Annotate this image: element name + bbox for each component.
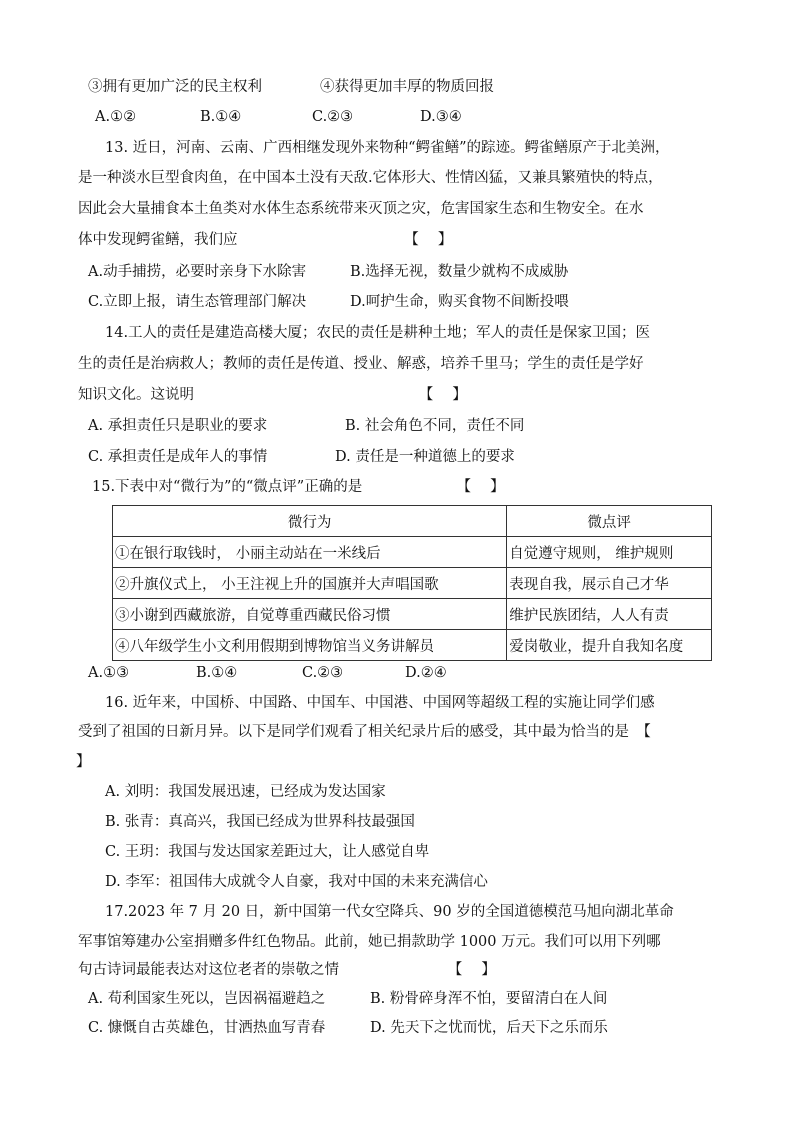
q16-option-d: D. 李军：祖国伟大成就令人自豪，我对中国的未来充满信心 [105,874,488,890]
q15-table [112,505,712,661]
q16-stem-line-3: 】 [76,754,91,770]
q14-option-b: B. 社会角色不同，责任不同 [345,418,525,434]
table-cell-comment: 维护民族团结，人人有责 [507,599,712,630]
q15-option-c: C.②③ [302,665,344,681]
table-row [113,537,712,568]
table-row [113,568,712,599]
q15-option-d: D.②④ [405,665,447,681]
q13-option-d: D.呵护生命，购买食物不间断投喂 [350,294,569,310]
q14-option-d: D. 责任是一种道德上的要求 [335,449,515,465]
table-row [113,630,712,661]
table-header-behavior: 微行为 [113,506,507,537]
q16-stem-line-1: 16. 近年来，中国桥、中国路、中国车、中国港、中国网等超级工程的实施让同学们感 [105,695,655,711]
q17-stem-line-3: 句古诗词最能表达对这位老者的崇敬之情 【 】 [78,962,496,978]
q17-stem-line-2: 军事馆筹建办公室捐赠多件红色物品。此前，她已捐款助学 1000 万元。我们可以用下列哪 [78,934,661,950]
q16-stem-line-2: 受到了祖国的日新月异。以下是同学们观看了相关纪录片后的感受，其中最为恰当的是 【 [78,724,651,740]
q12-option-a: A.①② [95,109,137,125]
q16-option-c: C. 王玥：我国与发达国家差距过大，让人感觉自卑 [105,844,430,860]
q16-option-a: A. 刘明：我国发展迅速，已经成为发达国家 [105,784,386,800]
q14-stem-line-2: 生的责任是治病救人；教师的责任是传道、授业、解惑，培养千里马；学生的责任是学好 [78,356,644,372]
q17-stem-line-1: 17.2023 年 7 月 20 日，新中国第一代女空降兵、90 岁的全国道德模范马旭向湖北革命 [105,904,674,920]
table-cell-behavior: ①在银行取钱时， 小丽主动站在一米线后 [113,537,507,568]
table-cell-behavior: ③小谢到西藏旅游，自觉尊重西藏民俗习惯 [113,599,507,630]
q13-stem-line-2: 是一种淡水巨型食肉鱼，在中国本土没有天敌.它体形大、性情凶猛，又兼具繁殖快的特点， [78,170,663,186]
q12-option-b: B.①④ [200,109,242,125]
table-header-comment: 微点评 [507,506,712,537]
q14-option-c: C. 承担责任是成年人的事情 [88,449,268,465]
table-cell-behavior: ②升旗仪式上， 小王注视上升的国旗并大声唱国歌 [113,568,507,599]
q13-stem-line-4: 体中发现鳄雀鳝，我们应 【 】 [78,232,453,248]
q12-option-c: C.②③ [312,109,354,125]
table-cell-comment: 爱岗敬业，提升自我知名度 [507,630,712,661]
q12-options-line: ③拥有更加广泛的民主权利 ④获得更加丰厚的物质回报 [88,79,494,95]
q15-option-b: B.①④ [196,665,238,681]
q15-stem: 15.下表中对“微行为”的“微点评”正确的是 【 】 [92,479,505,495]
table-cell-behavior: ④八年级学生小文利用假期到博物馆当义务讲解员 [113,630,507,661]
table-row [113,599,712,630]
q13-option-a: A.动手捕捞，必要时亲身下水除害 [88,264,307,280]
q15-option-a: A.①③ [88,665,130,681]
q14-stem-line-1: 14.工人的责任是建造高楼大厦；农民的责任是耕种土地；军人的责任是保家卫国；医 [105,325,651,341]
table-cell-comment: 表现自我，展示自己才华 [507,568,712,599]
q17-option-d: D. 先天下之忧而忧，后天下之乐而乐 [370,1020,608,1036]
q14-option-a: A. 承担责任只是职业的要求 [88,418,268,434]
q13-stem-line-1: 13. 近日，河南、云南、广西相继发现外来物种“鳄雀鳝”的踪迹。鳄雀鳝原产于北美洲， [105,140,670,156]
q13-stem-line-3: 因此会大量捕食本土鱼类对水体生态系统带来灭顶之灾，危害国家生态和生物安全。在水 [78,201,644,217]
q13-option-c: C.立即上报，请生态管理部门解决 [88,294,307,310]
table-cell-comment: 自觉遵守规则， 维护规则 [507,537,712,568]
q14-stem-line-3: 知识文化。这说明 【 】 [78,387,467,403]
q12-option-d: D.③④ [420,109,462,125]
q17-option-b: B. 粉骨碎身浑不怕，要留清白在人间 [370,991,608,1007]
q13-option-b: B.选择无视，数量少就构不成威胁 [350,264,569,280]
q17-option-a: A. 苟利国家生死以，岂因祸福避趋之 [88,991,326,1007]
q16-option-b: B. 张青：真高兴，我国已经成为世界科技最强国 [105,814,415,830]
q17-option-c: C. 慷慨自古英雄色，甘洒热血写青春 [88,1020,326,1036]
table-header-row [113,506,712,537]
